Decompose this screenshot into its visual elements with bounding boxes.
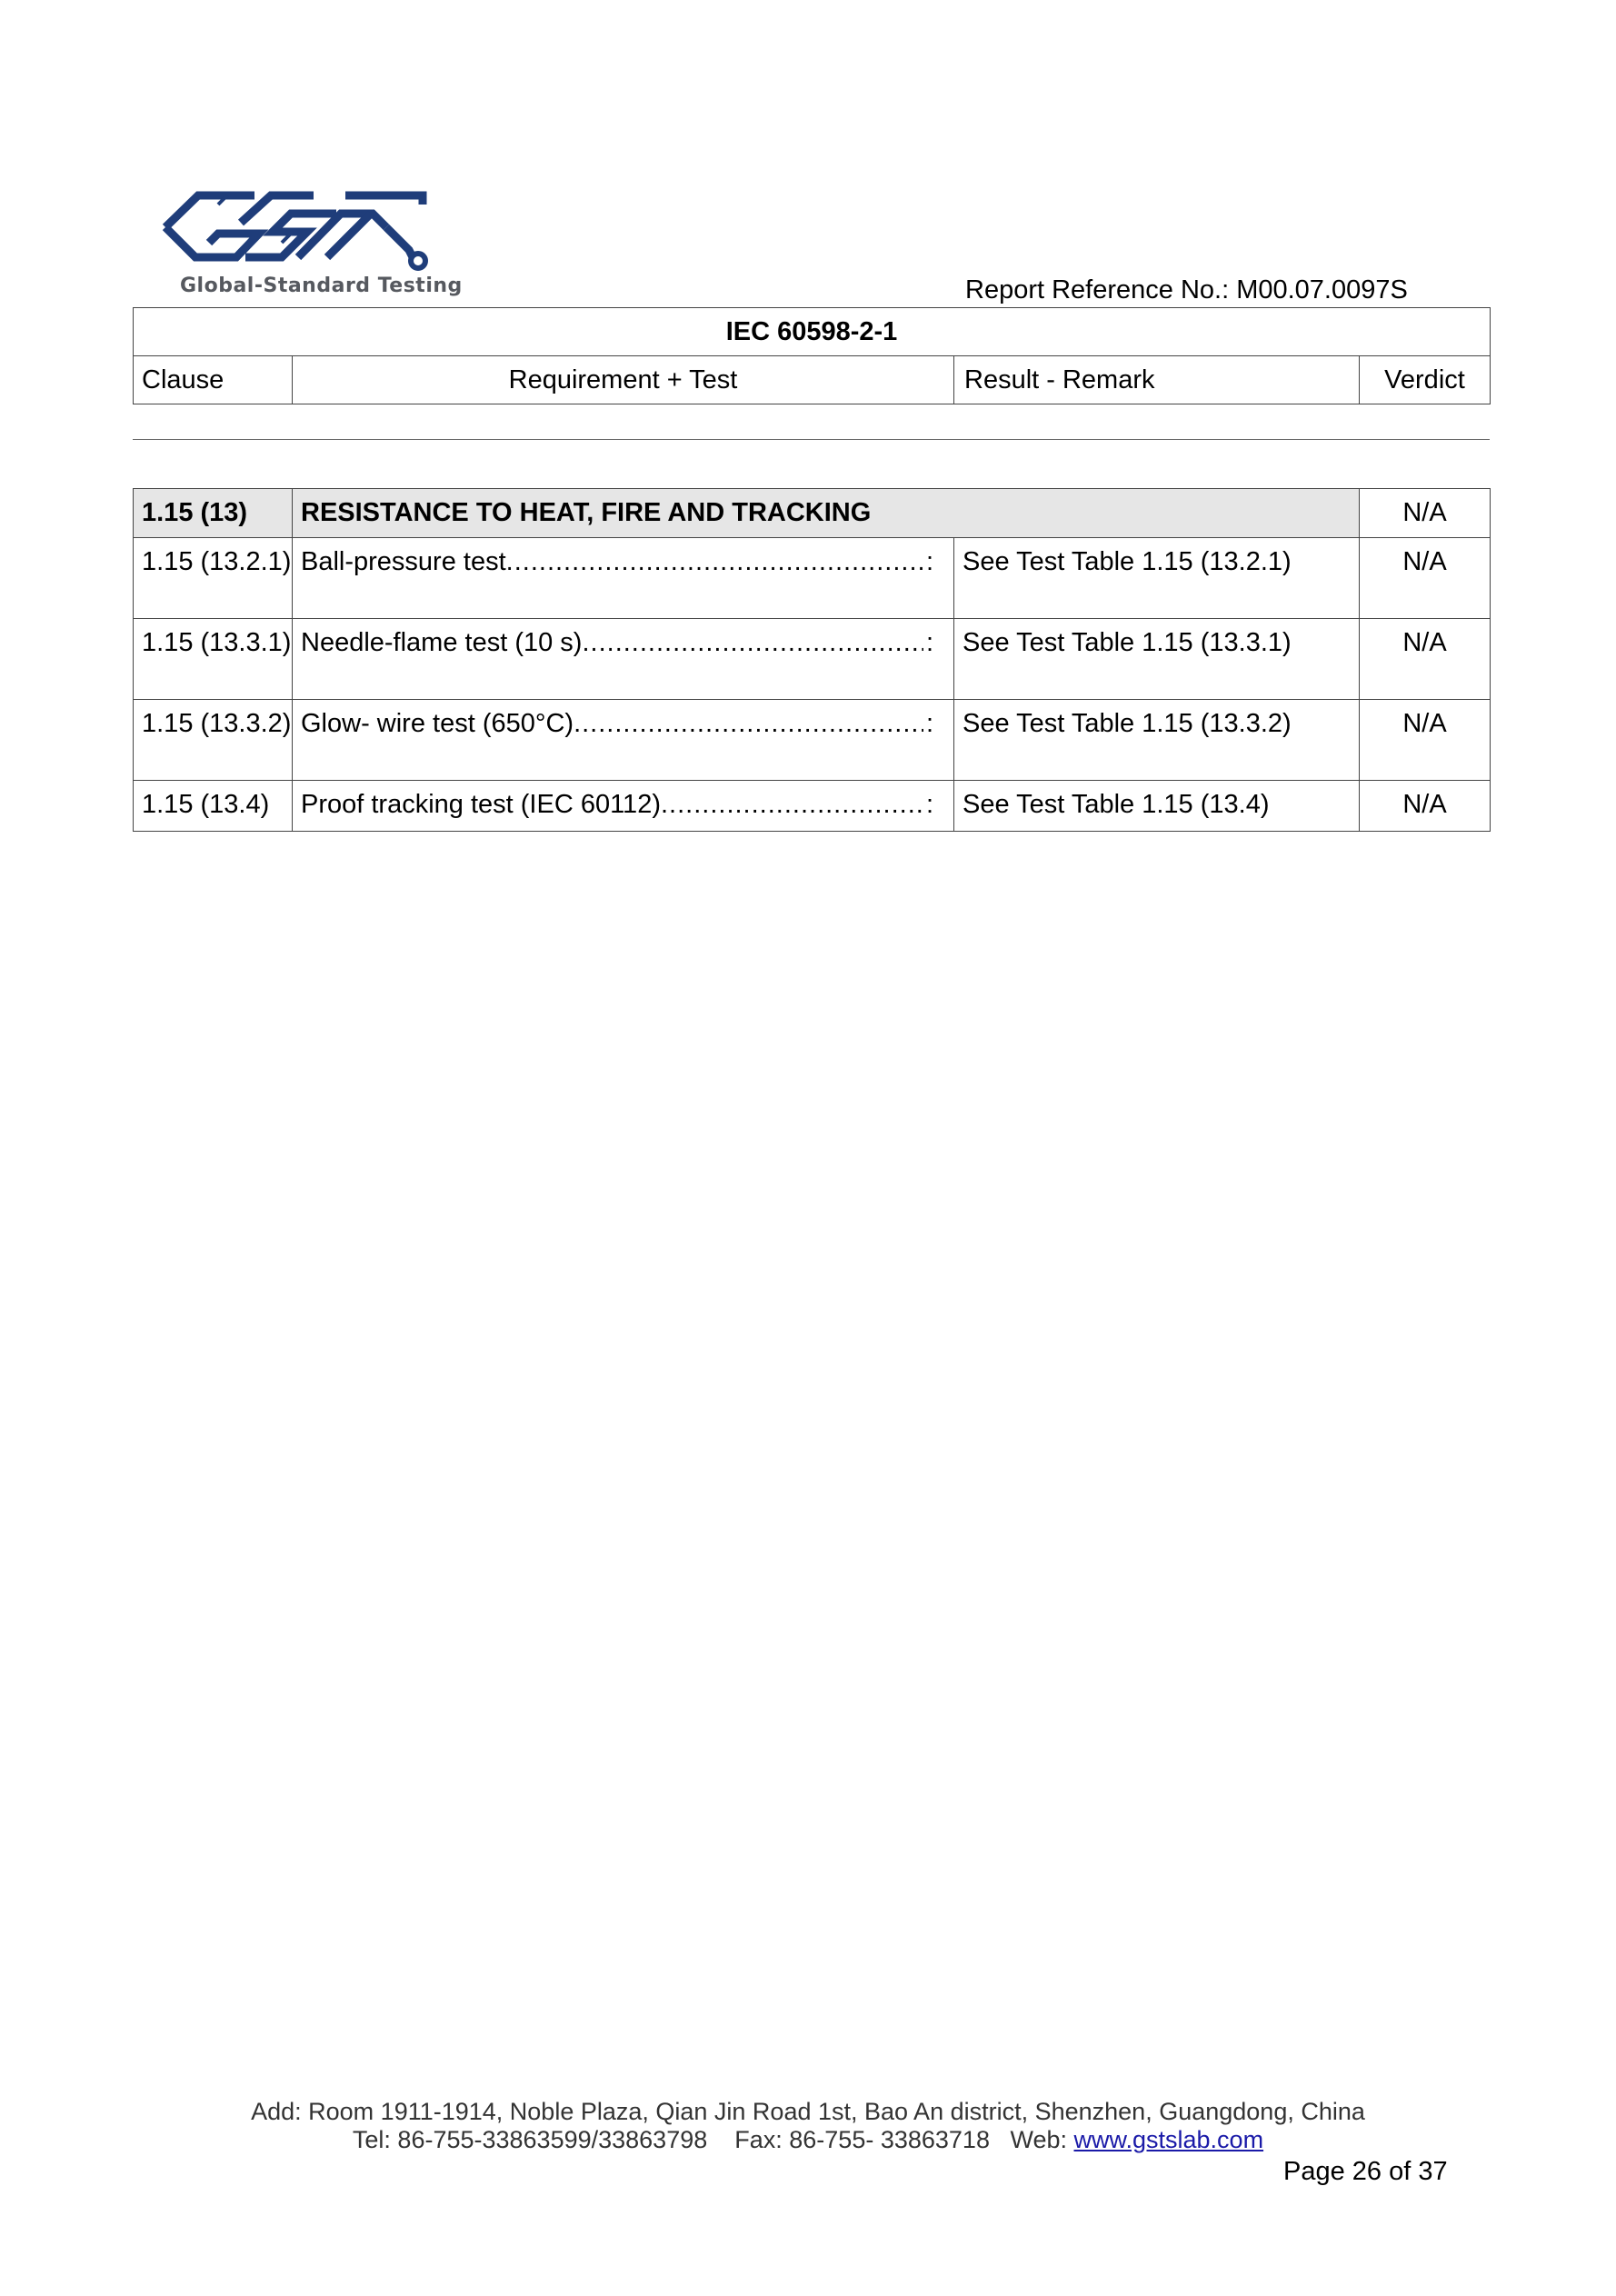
header-divider (133, 439, 1490, 440)
row-verdict: N/A (1360, 619, 1491, 700)
website-link[interactable]: www.gstslab.com (1073, 2126, 1264, 2153)
logo-text: Global-Standard Testing (180, 275, 463, 297)
row-verdict: N/A (1360, 700, 1491, 781)
table-row (134, 619, 1491, 700)
standard-title: IEC 60598-2-1 (134, 308, 1491, 356)
requirement-text: Ball-pressure test (301, 547, 506, 576)
gst-logo-icon (155, 186, 445, 282)
table-row (134, 538, 1491, 619)
row-verdict: N/A (1360, 538, 1491, 619)
row-clause: 1.15 (13.3.1) (134, 619, 293, 700)
table-row (134, 700, 1491, 781)
row-requirement: Needle-flame test (10 s) ..... : (293, 619, 954, 700)
header-table (133, 307, 1491, 404)
row-clause: 1.15 (13.4) (134, 781, 293, 832)
row-requirement: Ball-pressure test ..... : (293, 538, 954, 619)
section-clause: 1.15 (13) (134, 489, 293, 538)
col-header-clause: Clause (134, 356, 293, 404)
section-title: RESISTANCE TO HEAT, FIRE AND TRACKING (293, 489, 1360, 538)
col-header-result: Result - Remark (954, 356, 1360, 404)
row-requirement: Glow- wire test (650°C) ..... : (293, 700, 954, 781)
section-row (134, 489, 1491, 538)
requirement-text: Needle-flame test (10 s) (301, 628, 583, 657)
report-reference: Report Reference No.: M00.07.0097S (965, 275, 1408, 304)
footer-address: Add: Room 1911-1914, Noble Plaza, Qian Jin Road 1st, Bao An district, Shenzhen, Guangdong, China (251, 2098, 1365, 2125)
section-verdict: N/A (1360, 489, 1491, 538)
row-verdict: N/A (1360, 781, 1491, 832)
col-header-requirement: Requirement + Test (293, 356, 954, 404)
company-logo (155, 186, 463, 304)
requirement-text: Proof tracking test (IEC 60112) (301, 790, 661, 819)
page-number: Page 26 of 37 (1283, 2157, 1448, 2186)
footer-contact-text: Tel: 86-755-33863599/33863798 Fax: 86-755- 33863718 Web: (352, 2126, 1074, 2153)
results-table (133, 488, 1491, 832)
row-requirement: Proof tracking test (IEC 60112) ..... : (293, 781, 954, 832)
row-result: See Test Table 1.15 (13.3.1) (954, 619, 1360, 700)
requirement-text: Glow- wire test (650°C) (301, 709, 574, 738)
row-result: See Test Table 1.15 (13.3.2) (954, 700, 1360, 781)
footer-contact (0, 2126, 1616, 2154)
row-result: See Test Table 1.15 (13.2.1) (954, 538, 1360, 619)
col-header-verdict: Verdict (1360, 356, 1491, 404)
row-clause: 1.15 (13.2.1) (134, 538, 293, 619)
row-clause: 1.15 (13.3.2) (134, 700, 293, 781)
table-row (134, 781, 1491, 832)
row-result: See Test Table 1.15 (13.4) (954, 781, 1360, 832)
